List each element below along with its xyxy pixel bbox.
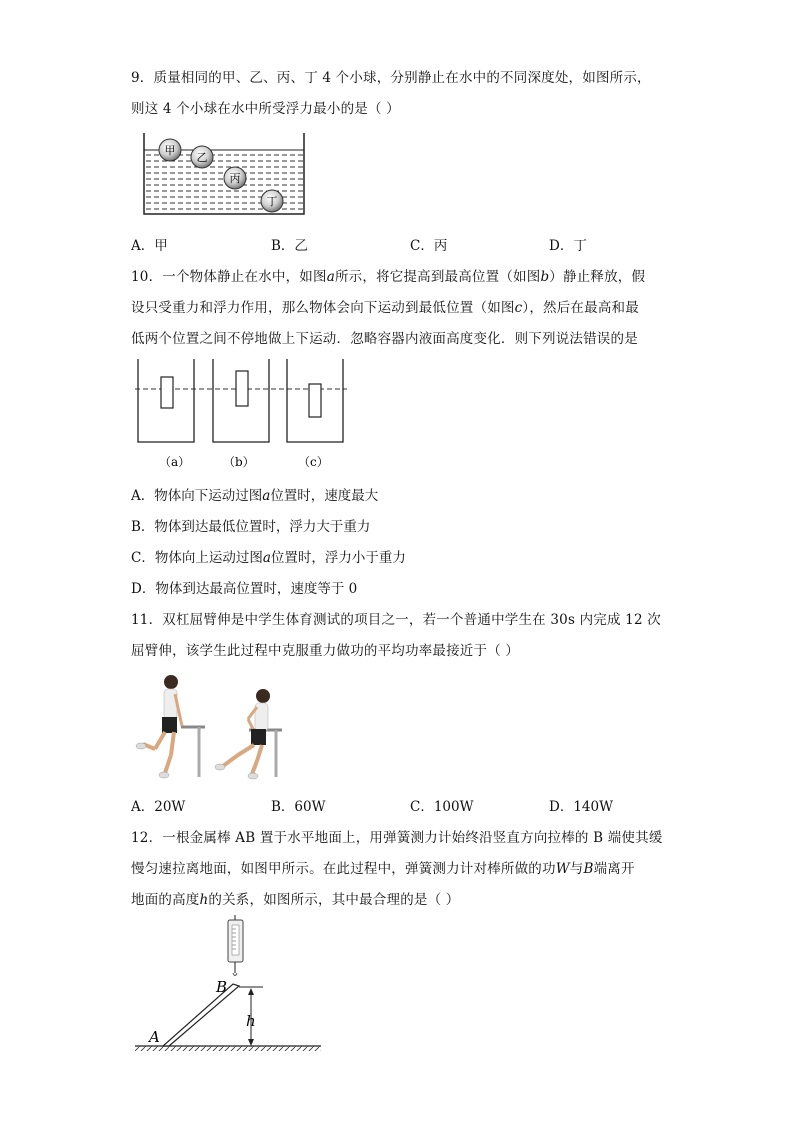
q10-option-d: D．物体到达最高位置时，速度等于 0 [131, 581, 358, 597]
q10-line3: 低两个位置之间不停地做上下运动．忽略容器内液面高度变化．则下列说法错误的是 [131, 331, 638, 347]
q9-option-c: C．丙 [410, 238, 448, 254]
ball-ding [261, 190, 283, 212]
q10-figure [135, 355, 350, 475]
q11-line1: 11．双杠屈臂伸是中学生体育测试的项目之一，若一个普通中学生在 30s 内完成 12 次 [131, 612, 661, 628]
q9-figure [138, 128, 313, 218]
label-b: B [216, 978, 228, 996]
athlete-image-1 [136, 675, 205, 778]
caption-a: （a） [159, 455, 191, 469]
athlete-image-2 [215, 689, 282, 779]
q12-line3: 地面的高度h的关系，如图所示，其中最合理的是（ ） [131, 892, 460, 908]
q10-line2: 设只受重力和浮力作用，那么物体会向下运动到最低位置（如图c），然后在最高和最 [131, 300, 639, 316]
ball-yi [191, 146, 213, 168]
q11-option-d: D．140W [549, 799, 613, 815]
svg-text:丙: 丙 [229, 172, 241, 185]
metal-rod-ab [163, 984, 239, 1046]
svg-text:丁: 丁 [266, 195, 278, 208]
q12-line1: 12．一根金属棒 AB 置于水平地面上，用弹簧测力计始终沿竖直方向拉棒的 B 端使其缓 [131, 830, 663, 846]
ball-jia [159, 139, 181, 161]
q10-line1: 10．一个物体静止在水中，如图a所示，将它提高到最高位置（如图b）静止释放，假 [131, 269, 646, 285]
q9-line1: 9．质量相同的甲、乙、丙、丁 4 个小球，分别静止在水中的不同深度处，如图所示， [131, 70, 651, 86]
spring-scale [228, 915, 243, 976]
q9-option-b: B．乙 [271, 238, 308, 254]
q11-photo-figure [135, 669, 295, 781]
caption-c: （c） [298, 455, 329, 469]
q9-option-a: A．甲 [131, 238, 168, 254]
block-b [236, 371, 248, 406]
q12-line2: 慢匀速拉离地面，如图甲所示。在此过程中，弹簧测力计对棒所做的功W与B端离开 [131, 861, 635, 877]
q11-line2: 屈臂伸，该学生此过程中克服重力做功的平均功率最接近于（ ） [131, 643, 520, 659]
q11-option-c: C．100W [410, 799, 474, 815]
label-h: h [246, 1012, 256, 1030]
ground-hatch [135, 1046, 321, 1051]
ball-bing [224, 167, 246, 189]
svg-text:甲: 甲 [164, 144, 176, 157]
q9-line2: 则这 4 个小球在水中所受浮力最小的是（ ） [131, 101, 400, 117]
svg-text:乙: 乙 [196, 151, 208, 164]
q10-option-a: A．物体向下运动过图a位置时，速度最大 [131, 488, 379, 504]
block-c [309, 384, 321, 417]
q10-option-b: B．物体到达最低位置时，浮力大于重力 [131, 519, 371, 535]
caption-b: （b） [223, 455, 255, 469]
q11-option-b: B．60W [271, 799, 326, 815]
q9-option-d: D．丁 [549, 238, 587, 254]
block-a [161, 377, 173, 408]
q12-figure [133, 915, 333, 1055]
q11-option-a: A．20W [131, 799, 186, 815]
q10-option-c: C．物体向上运动过图a位置时，浮力小于重力 [131, 550, 406, 566]
label-a: A [149, 1028, 160, 1046]
